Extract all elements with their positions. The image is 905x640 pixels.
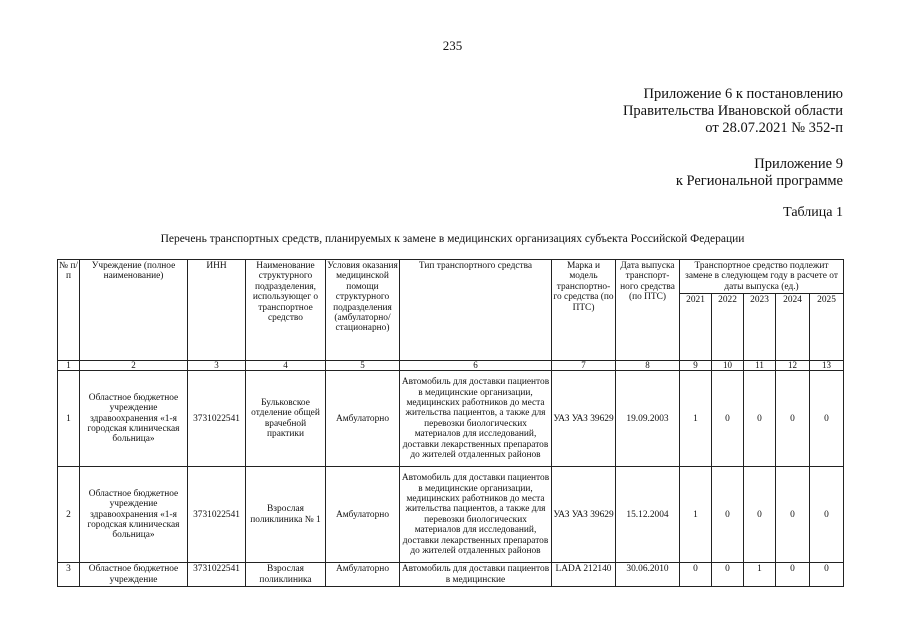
table-row [58, 563, 844, 587]
table-row [58, 467, 844, 563]
cell-date: 15.12.2004 [616, 467, 680, 563]
cell-year-2025: 0 [810, 371, 844, 467]
cell-inn: 3731022541 [188, 467, 246, 563]
annex-main [623, 86, 843, 137]
cell-conditions: Амбулаторно [326, 467, 400, 563]
column-number-row [58, 361, 844, 371]
column-number: 7 [552, 361, 616, 371]
cell-num: 2 [58, 467, 80, 563]
column-number: 5 [326, 361, 400, 371]
cell-brand: УАЗ УАЗ 39629 [552, 467, 616, 563]
header-num: № п/п [58, 260, 80, 361]
cell-vehicle-type: Автомобиль для доставки пациентов в медицинские [400, 563, 552, 587]
column-number: 6 [400, 361, 552, 371]
column-number: 13 [810, 361, 844, 371]
header-vehicle-type: Тип транспортного средства [400, 260, 552, 361]
annex-sub-line-2: к Региональной программе [675, 173, 843, 189]
header-inn: ИНН [188, 260, 246, 361]
cell-brand: УАЗ УАЗ 39629 [552, 371, 616, 467]
cell-year-2023: 0 [744, 467, 776, 563]
annex-main-line-3: от 28.07.2021 № 352-п [705, 120, 843, 136]
cell-year-2022: 0 [712, 371, 744, 467]
table-label: Таблица 1 [783, 205, 843, 220]
column-number: 4 [246, 361, 326, 371]
header-conditions: Условия оказания медицинской помощи структурного подразделения (амбулаторно/ стационарно) [326, 260, 400, 361]
cell-inn: 3731022541 [188, 563, 246, 587]
cell-year-2023: 0 [744, 371, 776, 467]
document-title: Перечень транспортных средств, планируемых к замене в медицинских организациях субъекта Российской Федерации [160, 233, 745, 245]
header-release-date: Дата выпуска транспорт-ного средства (по ПТС) [616, 260, 680, 361]
cell-vehicle-type: Автомобиль для доставки пациентов в медицинские организации, медицинских работников до места жительства пациентов, а также для перевозки биологических материалов для исследований, доставки лекарственных препаратов до жителей отдаленных районов [400, 371, 552, 467]
cell-num: 3 [58, 563, 80, 587]
vehicle-table [57, 259, 844, 587]
header-year-2022: 2022 [712, 294, 744, 361]
column-number: 3 [188, 361, 246, 371]
annex-main-line-2: Правительства Ивановской области [622, 103, 843, 119]
cell-year-2025: 0 [810, 563, 844, 587]
column-number: 12 [776, 361, 810, 371]
cell-conditions: Амбулаторно [326, 371, 400, 467]
cell-division: Взрослая поликлиника № 1 [246, 467, 326, 563]
header-year-2025: 2025 [810, 294, 844, 361]
cell-institution: Областное бюджетное учреждение здравоохранения «1-я городская клиническая больница» [80, 467, 188, 563]
page-number: 235 [442, 38, 463, 53]
header-row [58, 260, 844, 294]
annex-sub [676, 156, 843, 190]
cell-year-2024: 0 [776, 371, 810, 467]
cell-conditions: Амбулаторно [326, 563, 400, 587]
column-number: 2 [80, 361, 188, 371]
header-year-2023: 2023 [744, 294, 776, 361]
header-replacement: Транспортное средство подлежит замене в следующем году в расчете от даты выпуска (ед.) [680, 260, 844, 294]
cell-date: 30.06.2010 [616, 563, 680, 587]
cell-year-2023: 1 [744, 563, 776, 587]
column-number: 10 [712, 361, 744, 371]
column-number: 9 [680, 361, 712, 371]
cell-vehicle-type: Автомобиль для доставки пациентов в медицинские организации, медицинских работников до места жительства пациентов, а также для перевозки биологических материалов для исследований, доставки лекарственных препаратов до жителей отдаленных районов [400, 467, 552, 563]
cell-year-2024: 0 [776, 467, 810, 563]
header-year-2024: 2024 [776, 294, 810, 361]
annex-sub-line-1: Приложение 9 [754, 156, 843, 172]
cell-year-2021: 1 [680, 467, 712, 563]
cell-year-2022: 0 [712, 563, 744, 587]
cell-institution: Областное бюджетное учреждение [80, 563, 188, 587]
cell-num: 1 [58, 371, 80, 467]
column-number: 11 [744, 361, 776, 371]
header-year-2021: 2021 [680, 294, 712, 361]
column-number: 8 [616, 361, 680, 371]
header-division: Наименование структурного подразделения, использующег о транспортное средство [246, 260, 326, 361]
cell-year-2022: 0 [712, 467, 744, 563]
table-row [58, 371, 844, 467]
header-brand: Марка и модель транспортно-го средства (по ПТС) [552, 260, 616, 361]
cell-year-2021: 0 [680, 563, 712, 587]
cell-year-2021: 1 [680, 371, 712, 467]
cell-date: 19.09.2003 [616, 371, 680, 467]
cell-brand: LADA 212140 [552, 563, 616, 587]
column-number: 1 [58, 361, 80, 371]
cell-division: Взрослая поликлиника [246, 563, 326, 587]
cell-institution: Областное бюджетное учреждение здравоохранения «1-я городская клиническая больница» [80, 371, 188, 467]
cell-year-2024: 0 [776, 563, 810, 587]
cell-year-2025: 0 [810, 467, 844, 563]
annex-main-line-1: Приложение 6 к постановлению [643, 86, 843, 102]
cell-division: Бульковское отделение общей врачебной практики [246, 371, 326, 467]
cell-inn: 3731022541 [188, 371, 246, 467]
header-institution: Учреждение (полное наименование) [80, 260, 188, 361]
